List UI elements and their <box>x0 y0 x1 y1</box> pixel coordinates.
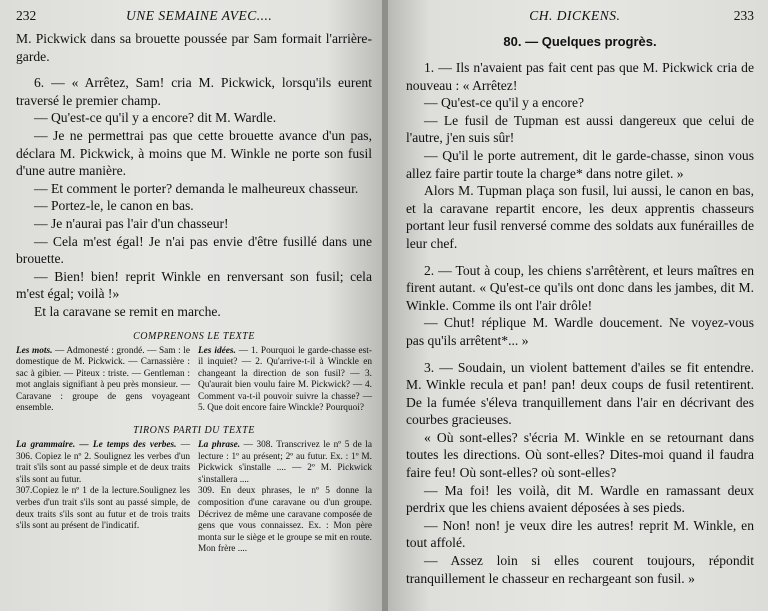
right-page <box>384 0 768 611</box>
paragraph: — Bien! bien! reprit Winkle en renversant son fusil; cela m'est égal; voilà !» <box>16 268 372 302</box>
section-title: 80. — Quelques progrès. <box>503 34 657 49</box>
exercise-text: — 308. Transcrivez le nº 5 de la lecture : 1º au présent; 2º au futur. Ex. : 1º M. Pickwick s'installe .... — 2º M. Pickwick s'installera .... <box>198 440 372 485</box>
paragraph: — Ma foi! les voilà, dit M. Wardle en ramassant deux perdrix que les chiens avaient déposées à ses pieds. <box>406 482 754 516</box>
paragraph: 2. — Tout à coup, les chiens s'arrêtèrent, et leurs maîtres en firent autant. « Qu'est-ce qu'ils ont donc dans les jambes, dit M. Winkle. Comme ils ont l'air drôle! <box>406 262 754 313</box>
exercise-subheading: Les mots. <box>16 345 53 356</box>
paragraph: — Je ne permettrai pas que cette brouette avance d'un pas, déclara M. Pickwick, à moins que M. Winkle ne porte son fusil d'une autre manière. <box>16 127 372 179</box>
paragraph: M. Pickwick dans sa brouette poussée par Sam formait l'arrière-garde. <box>16 31 372 64</box>
sentence-column <box>198 440 372 556</box>
paragraph: — Assez loin si elles courent toujours, répondit tranquillement le chasseur en rechargeant son fusil. » <box>406 553 754 586</box>
paragraph: — Non! non! je veux dire les autres! reprit M. Winkle, en tout affolé. <box>406 517 754 551</box>
left-body-text <box>16 30 372 321</box>
page-number: 232 <box>16 8 37 23</box>
exercise-heading: TIRONS PARTI DU TEXTE <box>133 425 255 437</box>
paragraph: 6. — « Arrêtez, Sam! cria M. Pickwick, lorsqu'ils eurent traversé le premier champ. <box>16 75 372 108</box>
grammar-column <box>16 440 190 556</box>
paragraph: Alors M. Tupman plaça son fusil, lui aussi, le canon en bas, et la caravane repartit encore, les deux apprentis chasseurs portant leur fusil renversé comme des soldats aux funérailles de leur chef. <box>406 183 754 251</box>
exercise-columns <box>16 440 372 556</box>
page-number: 233 <box>733 8 754 23</box>
paragraph: — Chut! réplique M. Wardle doucement. Ne voyez-vous pas qu'ils arrêtent*... » <box>406 315 754 348</box>
paragraph: — Qu'il le porte autrement, dit le garde-chasse, sinon vous allez faire partir toute la charge* dans notre gilet. » <box>406 147 754 181</box>
paragraph: — Cela m'est égal! Je n'ai pas envie d'être fusillé dans une brouette. <box>16 233 372 267</box>
paragraph: 1. — Ils n'avaient pas fait cent pas que M. Pickwick cria de nouveau : « Arrêtez! <box>406 60 754 93</box>
running-head: CH. DICKENS. <box>529 8 621 23</box>
running-head: UNE SEMAINE AVEC.... <box>125 8 273 23</box>
exercise-subheading: Les idées. <box>198 345 236 356</box>
exercise-text: — 1. Pourquoi le garde-chasse est-il inquiet? — 2. Qu'arrive-t-il à Winckle en changeant la direction de son fusil? — 3. Qu'aurait bien voulu faire M. Pickwick? — 4. Comment va-t-il pouvoir suivre la chasse? — 5. Que doit encore faire Winckle? Pourquoi? <box>198 345 372 414</box>
right-body-text <box>406 59 754 587</box>
paragraph: Et la caravane se remit en marche. <box>34 303 221 319</box>
exercise-subheading: La grammaire. — Le temps des verbes. <box>16 440 177 451</box>
paragraph: « Où sont-elles? s'écria M. Winkle en se retournant dans toutes les directions. Où sont-elles? Dites-moi quand il faudra faire feu! Où sont-elles? où sont-elles? <box>406 429 754 481</box>
paragraph: — Qu'est-ce qu'il y a encore? <box>424 95 585 111</box>
paragraph: 3. — Soudain, un violent battement d'ailes se fit entendre. M. Winkle recula et pan! pan! deux coups de fusil retentirent. De la fumée s'éleva tranquillement dans l'air en décrivant des courbes gracieuses. <box>406 359 754 428</box>
exercise-text: — 306. Copiez le nº 2. Soulignez les verbes d'un trait s'ils sont au passé simple et de deux traits s'ils sont au futur. <box>16 440 190 485</box>
ideas-column <box>198 346 372 416</box>
exercise-text: 307.Copiez le nº 1 de la lecture.Soulignez les verbes d'un trait s'ils sont au passé simple, de deux traits s'ils sont au futur et de trois traits s'ils sont au présent de l'indicatif. <box>16 486 190 532</box>
exercise-text: — Admonesté : grondé. — Sam : le domestique de M. Pickwick. — Carnassière : sac à gibier. — Piteux : triste. — Gentleman : mot anglais signifiant à peu près monsieur. — Caravane : groupe de gens voyageant ensemble. <box>16 345 190 414</box>
right-page-header <box>406 8 754 30</box>
paragraph: — Portez-le, le canon en bas. <box>34 198 194 214</box>
paragraph: — Je n'aurai pas l'air d'un chasseur! <box>34 215 229 231</box>
paragraph: — Et comment le porter? demanda le malheureux chasseur. <box>34 180 359 196</box>
vocabulary-column <box>16 346 190 416</box>
exercise-text: 309. En deux phrases, le nº 5 donne la composition d'une caravane ou d'un groupe. Décrivez de même une caravane composée de gens que vous connaissez. Ex. : Mon père monta sur le siège et le groupe se mit en route. Mon frère .... <box>198 486 372 555</box>
exercise-subheading: La phrase. <box>198 440 241 451</box>
paragraph: — Le fusil de Tupman est aussi dangereux que celui de l'autre, j'en suis sûr! <box>406 112 754 146</box>
paragraph: — Qu'est-ce qu'il y a encore? dit M. Wardle. <box>34 110 277 126</box>
book-gutter <box>382 0 388 611</box>
exercise-heading: COMPRENONS LE TEXTE <box>133 330 255 342</box>
left-page-header <box>16 8 372 30</box>
exercise-columns <box>16 346 372 416</box>
